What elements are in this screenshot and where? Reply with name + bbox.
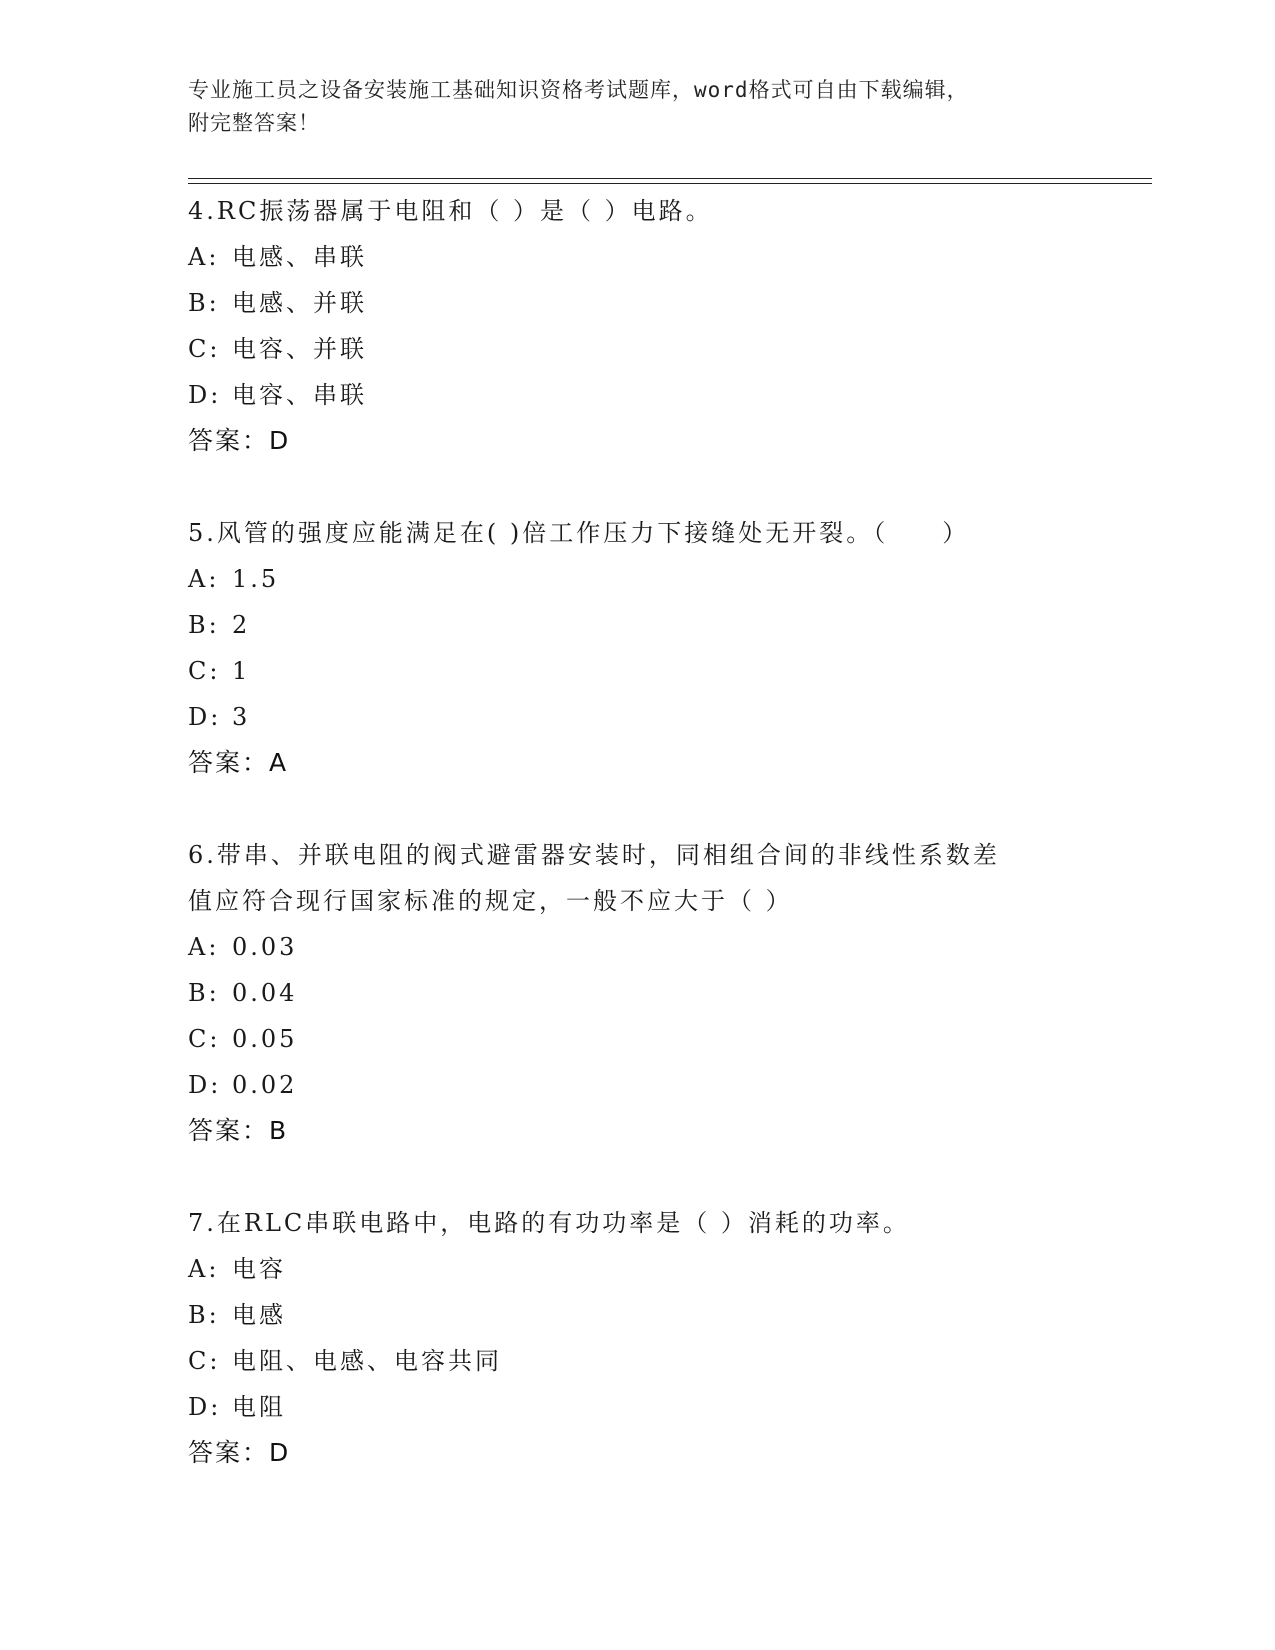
- option-text: 0.05: [232, 1025, 298, 1053]
- option-text: 3: [232, 703, 251, 731]
- option-item: [188, 234, 1152, 280]
- option-text: 电容、串联: [232, 381, 367, 409]
- option-letter: D:: [188, 381, 222, 409]
- option-letter: C:: [188, 1347, 221, 1375]
- option-item: [188, 372, 1152, 418]
- option-letter: A:: [188, 1255, 220, 1283]
- option-letter: A:: [188, 565, 220, 593]
- option-item: [188, 1384, 1152, 1430]
- option-text: 电感、串联: [232, 243, 367, 271]
- question-text: 5.风管的强度应能满足在( )倍工作压力下接缝处无开裂。（ ）: [188, 519, 970, 547]
- question-item: [188, 510, 1152, 786]
- option-item: [188, 1338, 1152, 1384]
- option-text: 2: [232, 611, 251, 639]
- option-item: [188, 970, 1152, 1016]
- option-text: 0.02: [232, 1071, 298, 1099]
- option-item: [188, 648, 1152, 694]
- question-text: 6.带串、并联电阻的阀式避雷器安装时，同相组合间的非线性系数差: [188, 841, 1000, 869]
- answer-line: 答案：B: [188, 1116, 289, 1145]
- option-text: 1.5: [232, 565, 280, 593]
- question-item: [188, 1200, 1152, 1476]
- option-letter: C:: [188, 1025, 221, 1053]
- option-item: [188, 1016, 1152, 1062]
- document-header: [188, 74, 1068, 140]
- option-letter: A:: [188, 933, 220, 961]
- option-letter: B:: [188, 1301, 220, 1329]
- question-text: 值应符合现行国家标准的规定，一般不应大于（ ）: [188, 887, 793, 915]
- option-item: [188, 556, 1152, 602]
- option-text: 0.04: [232, 979, 298, 1007]
- option-text: 0.03: [232, 933, 298, 961]
- option-item: [188, 694, 1152, 740]
- option-text: 电容: [232, 1255, 286, 1283]
- option-letter: C:: [188, 335, 221, 363]
- question-text: 7.在RLC串联电路中，电路的有功功率是（ ）消耗的功率。: [188, 1209, 910, 1237]
- question-item: [188, 188, 1152, 464]
- option-letter: C:: [188, 657, 221, 685]
- option-text: 电阻: [232, 1393, 286, 1421]
- option-letter: A:: [188, 243, 220, 271]
- header-line: 附完整答案！: [188, 111, 320, 135]
- option-item: [188, 1246, 1152, 1292]
- answer-line: 答案：D: [188, 426, 291, 455]
- option-item: [188, 924, 1152, 970]
- option-item: [188, 1292, 1152, 1338]
- answer-line: 答案：A: [188, 748, 289, 777]
- option-letter: B:: [188, 289, 220, 317]
- option-letter: D:: [188, 1393, 222, 1421]
- option-letter: B:: [188, 979, 220, 1007]
- option-text: 电感、并联: [232, 289, 367, 317]
- option-text: 电感: [232, 1301, 286, 1329]
- option-item: [188, 326, 1152, 372]
- option-text: 电阻、电感、电容共同: [232, 1347, 502, 1375]
- question-list: [188, 188, 1152, 1522]
- header-divider-line: [188, 183, 1152, 184]
- option-item: [188, 1062, 1152, 1108]
- option-item: [188, 602, 1152, 648]
- option-text: 1: [232, 657, 251, 685]
- option-letter: B:: [188, 611, 220, 639]
- header-line: 专业施工员之设备安装施工基础知识资格考试题库，word格式可自由下载编辑，: [188, 78, 969, 102]
- answer-line: 答案：D: [188, 1438, 291, 1467]
- header-divider-line: [188, 178, 1152, 179]
- option-text: 电容、并联: [232, 335, 367, 363]
- question-text: 4.RC振荡器属于电阻和（ ）是（ ）电路。: [188, 197, 713, 225]
- option-item: [188, 280, 1152, 326]
- option-letter: D:: [188, 1071, 222, 1099]
- option-letter: D:: [188, 703, 222, 731]
- question-item: [188, 832, 1152, 1154]
